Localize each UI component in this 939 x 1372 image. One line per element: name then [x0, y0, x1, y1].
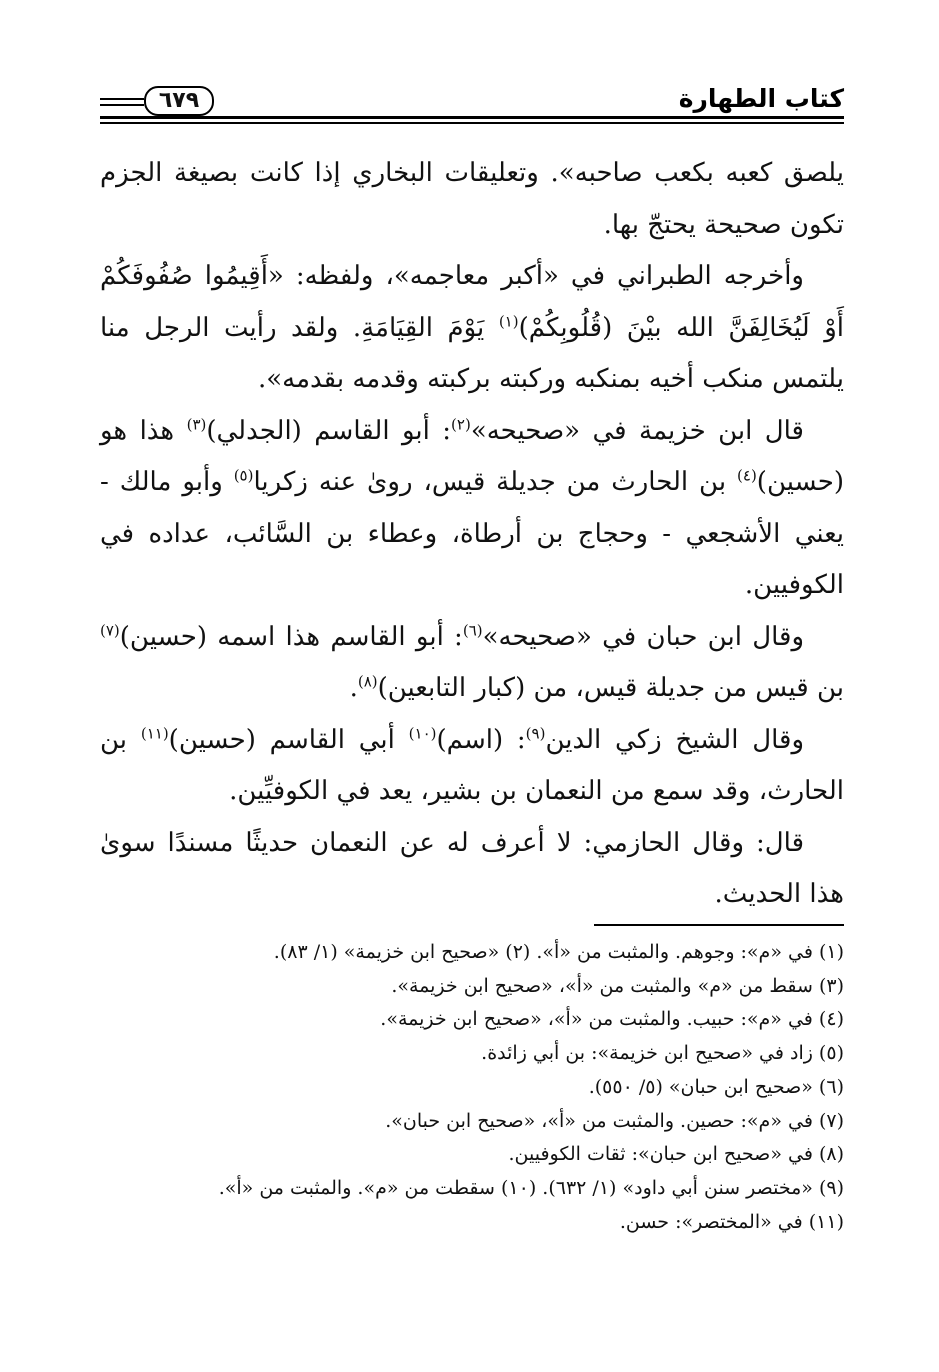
paragraph-2-text-b: يَوْمَ القِيَامَةِ. ولقد رأيت الرجل منا يلتمس منكب أخيه بمنكبه وركبته بركبته وقدمه بقدمه». — [100, 312, 844, 394]
page-number: ٦٧٩ — [144, 86, 214, 116]
paragraph-2-text-a: وأخرجه الطبراني في «أكبر معاجمه»، ولفظه: «أَقِيمُوا صُفُوفَكُمْ أَوْ لَيُخَالِفَنَّ الله بيْنَ (قُلُوبِكُمْ) — [100, 261, 844, 343]
footnote-ref-4: (٤) — [737, 466, 757, 485]
paragraph-3-text-a: قال ابن خزيمة في «صحيحه» — [470, 415, 804, 446]
footnote-ref-5: (٥) — [233, 466, 254, 485]
footnote-line: (٤) في «م»: حبيب. والمثبت من «أ»، «صحيح ابن خزيمة». — [380, 1008, 844, 1031]
footnote-ref-1: (١) — [498, 311, 519, 330]
paragraph-3 — [100, 406, 844, 612]
paragraph-5-text-d: بن الحارث، وقد سمع من النعمان بن بشير، يعد في الكوفيِّين. — [100, 724, 844, 806]
footnote-line: (٧) في «م»: حصين. والمثبت من «أ»، «صحيح ابن حبان». — [385, 1109, 844, 1132]
footnote-ref-11: (١١) — [140, 723, 169, 742]
paragraph-1: يلصق كعبه بكعب صاحبه». وتعليقات البخاري إذا كانت بصيغة الجزم تكون صحيحة يحتجّ بها. — [100, 158, 844, 240]
footnote-line: (٩) «مختصر سنن أبي داود» (١/ ٦٣٢). (١٠) سقطت من «م». والمثبت من «أ». — [218, 1176, 844, 1199]
paragraph-4-text-b: : أبو القاسم هذا اسمه (حسين) — [119, 621, 463, 652]
paragraph-6: قال: وقال الحازمي: لا أعرف له عن النعمان حديثًا مسندًا سوىٰ هذا الحديث. — [100, 827, 844, 909]
footnote-line: (١١) في «المختصر»: حسن. — [619, 1210, 844, 1233]
paragraph-4 — [100, 612, 844, 715]
header-left-rule-top — [100, 98, 144, 100]
page-header — [100, 78, 844, 128]
header-rule-thin — [100, 122, 844, 124]
footnote-line: (٦) «صحيح ابن حبان» (٥/ ٥٥٠). — [588, 1075, 844, 1098]
footnote-line: (١) في «م»: وجوهم. والمثبت من «أ». (٢) «صحيح ابن خزيمة» (١/ ٨٣). — [273, 941, 844, 963]
paragraph-3-text-c: هذا هو (حسين) — [100, 415, 844, 497]
footnote-ref-8: (٨) — [357, 672, 378, 691]
header-rule-thick — [100, 116, 844, 119]
paragraph-3-text-e: وأبو مالك - يعني الأشجعي - وحجاج بن أرطاة، وعطاء بن السَّائب، عداده في الكوفيين. — [100, 467, 844, 600]
paragraph-2 — [100, 251, 844, 406]
footnote-separator — [594, 924, 844, 926]
main-text — [100, 148, 844, 921]
paragraph-4-text-c: بن قيس من جديلة قيس، من (كبار التابعين) — [377, 673, 844, 703]
footnote-ref-2: (٢) — [451, 414, 471, 433]
footnote-ref-7: (٧) — [100, 620, 120, 639]
paragraph-4-text-d: . — [349, 673, 358, 703]
paragraph-5-text-b: : (اسم) — [436, 724, 526, 755]
footnotes — [100, 936, 844, 1239]
footnote-ref-9: (٩) — [525, 723, 546, 742]
footnote-line: (٨) في «صحيح ابن حبان»: ثقات الكوفيين. — [508, 1143, 844, 1166]
paragraph-3-text-d: بن الحارث من جديلة قيس، روىٰ عنه زكريا — [253, 467, 738, 497]
header-left-rule-bottom — [100, 104, 144, 106]
paragraph-5 — [100, 715, 844, 818]
book-title: كتاب الطهارة — [678, 84, 844, 113]
paragraph-4-text-a: وقال ابن حبان في «صحيحه» — [482, 621, 804, 652]
paragraph-5-text-a: وقال الشيخ زكي الدين — [545, 724, 805, 755]
footnote-ref-3: (٣) — [186, 414, 207, 433]
paragraph-5-text-c: أبي القاسم (حسين) — [168, 724, 409, 755]
footnote-line: (٣) سقط من «م» والمثبت من «أ»، «صحيح ابن خزيمة». — [391, 974, 844, 997]
footnote-ref-10: (١٠) — [408, 723, 437, 742]
footnote-line: (٥) زاد في «صحيح ابن خزيمة»: بن أبي زائدة. — [481, 1042, 844, 1065]
footnote-ref-6: (٦) — [462, 620, 483, 639]
paragraph-3-text-b: : أبو القاسم (الجدلي) — [206, 415, 452, 446]
